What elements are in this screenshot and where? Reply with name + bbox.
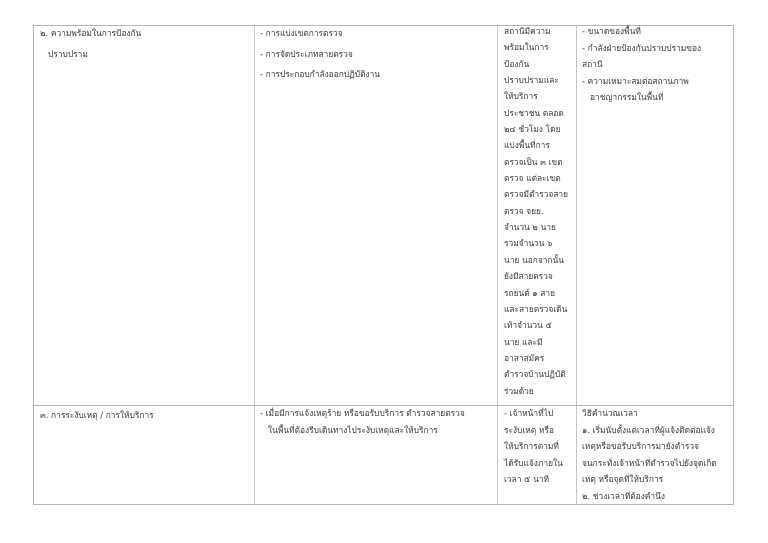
- column-divider: [497, 26, 498, 504]
- column-divider: [576, 26, 577, 504]
- target-line: รถยนต์ ๑ สาย: [504, 287, 556, 298]
- target-line: ตรวจเป็น ๓ เขต: [504, 156, 563, 167]
- topic-line: ๓. การระงับเหตุ / การให้บริการ: [40, 410, 154, 420]
- criteria-line: วิธีคำนวณเวลา: [582, 408, 638, 418]
- criteria-line: เหตุหรือขอรับบริการมายังตำรวจ: [582, 441, 699, 452]
- row-3-criteria: [582, 405, 717, 505]
- target-line: ได้รับแจ้งภายใน: [504, 457, 563, 468]
- activity-item: ในพื้นที่ต้องรีบเดินทางไประงับเหตุและให้บริการ: [268, 424, 438, 435]
- activity-item: - การประกอบกำลังออกปฏิบัติงาน: [260, 69, 381, 79]
- target-line: ตำรวจบ้านปฏิบัติ: [504, 369, 566, 380]
- target-line: นาย นอกจากนั้น: [504, 254, 564, 265]
- target-line: ตรวจ จยย.: [504, 205, 544, 216]
- target-line: ตรวจ แต่ละเขต: [504, 173, 561, 184]
- target-line: ปราบปรามและ: [504, 75, 559, 86]
- criteria-line: จนกระทั่งเจ้าหน้าที่ตำรวจไปยังจุดเกิด: [582, 457, 717, 468]
- row-2-topic: [40, 23, 141, 64]
- activity-item: - การแบ่งเขตการตรวจ: [260, 28, 343, 38]
- topic-line: ปราบปราม: [48, 48, 88, 59]
- target-line: เวลา ๕ นาที: [504, 474, 550, 485]
- target-line: - เจ้าหน้าที่ไป: [504, 408, 554, 418]
- target-line: ตรวจมีตำรวจสาย: [504, 189, 569, 200]
- target-line: ป้องกัน: [504, 58, 530, 69]
- row-2-criteria: [582, 23, 701, 106]
- criteria-line: ๒. ช่วงเวลาที่ต้องคำนึง: [582, 490, 665, 501]
- criteria-line: สถานี: [582, 59, 603, 70]
- kpi-table: [33, 25, 734, 505]
- criteria-line: - ความเหมาะสมต่อสถานภาพ: [582, 75, 689, 86]
- activity-item: - เมื่อมีการแจ้งเหตุร้าย หรือขอรับบริการ ตำรวจสายตรวจ: [260, 408, 465, 418]
- row-3-target: [504, 405, 563, 488]
- criteria-line: ๑. เริ่มนับตั้งแต่เวลาที่ผู้แจ้งติดต่อแจ้ง: [582, 424, 715, 435]
- row-3-activities: [260, 405, 465, 438]
- row-2-activities: [260, 23, 380, 85]
- target-line: ให้บริการตามที่: [504, 441, 559, 452]
- target-line: ระงับเหตุ หรือ: [504, 424, 554, 435]
- target-line: อาสาสมัคร: [504, 352, 545, 363]
- criteria-line: - ขนาดของพื้นที่: [582, 26, 641, 36]
- row-3-topic: [40, 405, 154, 426]
- target-line: พร้อมในการ: [504, 42, 549, 53]
- target-line: แบ่งพื้นที่การ: [504, 140, 550, 151]
- target-line: รวมจำนวน ๖: [504, 238, 553, 249]
- target-line: สถานีมีความ: [504, 26, 551, 36]
- activity-item: - การจัดประเภทสายตรวจ: [260, 48, 353, 59]
- target-line: ประชาชน ตลอด: [504, 107, 564, 118]
- target-line: นาย และมี: [504, 336, 543, 347]
- target-line: จำนวน ๒ นาย: [504, 222, 556, 233]
- target-line: และสายตรวจเดิน: [504, 303, 568, 314]
- target-line: ให้บริการ: [504, 91, 538, 102]
- target-line: เท้าจำนวน ๕: [504, 320, 552, 331]
- criteria-line: - กำลังฝ่ายป้องกันปราบปรามของ: [582, 42, 702, 53]
- criteria-line: เหตุ หรือจุดที่ให้บริการ: [582, 474, 664, 485]
- column-divider: [254, 26, 255, 504]
- target-line: ร่วมด้วย: [504, 385, 534, 396]
- criteria-line: อาชญากรรมในพื้นที่: [590, 92, 664, 103]
- target-line: ๒๔ ชั่วโมง โดย: [504, 124, 561, 135]
- topic-line: ๒. ความพร้อมในการป้องกัน: [40, 28, 142, 38]
- target-line: ยังมีสายตรวจ: [504, 271, 553, 282]
- row-2-target: [504, 23, 568, 399]
